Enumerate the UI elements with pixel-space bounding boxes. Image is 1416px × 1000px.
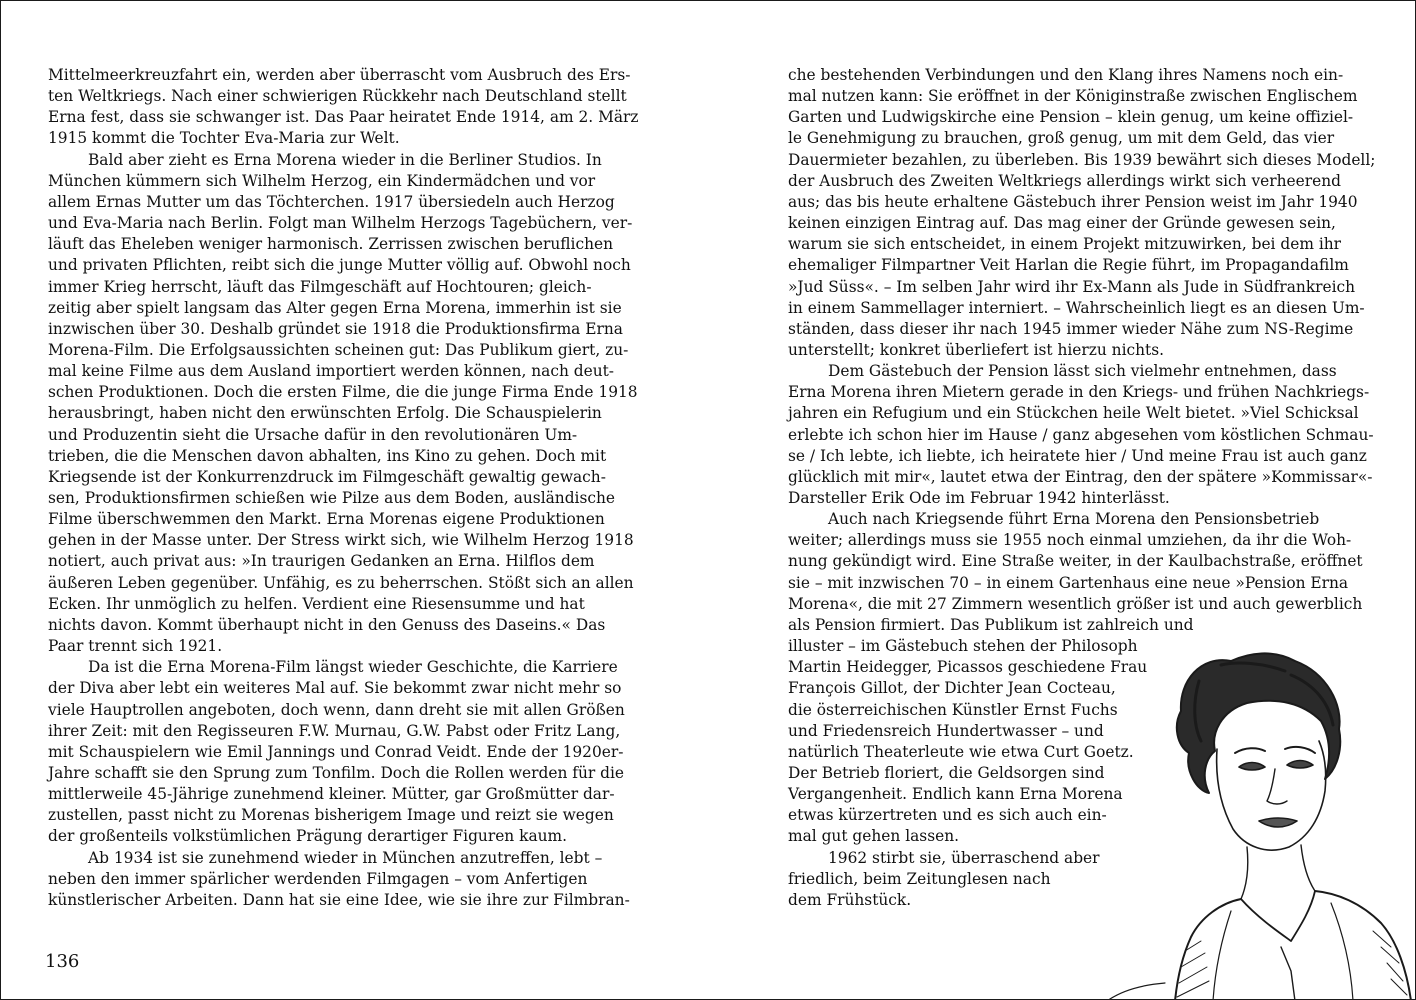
text-line: Dem Gästebuch der Pension lässt sich vielmehr entnehmen, dass (828, 362, 1337, 381)
page-number: 136 (45, 951, 80, 972)
text-line: friedlich, beim Zeitunglesen nach (788, 869, 1051, 888)
text-line: Vergangenheit. Endlich kann Erna Morena (788, 785, 1123, 804)
text-line: inzwischen über 30. Deshalb gründet sie 1918 die Produktionsfirma Erna (48, 319, 623, 338)
text-line: etwas kürzertreten und es sich auch ein- (788, 806, 1107, 825)
text-line: die österreichischen Künstler Ernst Fuchs (788, 700, 1118, 719)
text-line: und privaten Pflichten, reibt sich die junge Mutter völlig auf. Obwohl noch (48, 256, 631, 275)
text-line: Kriegsende ist der Konkurrenzdruck im Filmgeschäft gewaltig gewach- (48, 467, 606, 486)
text-line: trieben, die die Menschen davon abhalten, ins Kino zu gehen. Doch mit (48, 446, 607, 465)
text-line: jahren ein Refugium und ein Stückchen heile Welt bietet. »Viel Schicksal (788, 404, 1359, 423)
text-line: 1962 stirbt sie, überraschend aber (828, 848, 1100, 867)
text-line: Erna Morena ihren Mietern gerade in den Kriegs- und frühen Nachkriegs- (788, 383, 1370, 402)
text-line: sen, Produktionsfirmen schießen wie Pilze aus dem Boden, ausländische (48, 489, 616, 507)
text-line: Martin Heidegger, Picassos geschiedene Frau (788, 658, 1148, 677)
text-line: che bestehenden Verbindungen und den Klang ihres Namens noch ein- (788, 66, 1344, 84)
text-line: dem Frühstück. (788, 890, 912, 909)
text-line: 1915 kommt die Tochter Eva-Maria zur Welt. (48, 129, 400, 148)
text-line: mal keine Filme aus dem Ausland importiert werden können, nach deut- (48, 362, 615, 381)
text-line: herausbringt, haben nicht den erwünschten Erfolg. Die Schauspielerin (48, 404, 602, 423)
text-line: illuster – im Gästebuch stehen der Philosoph (788, 637, 1138, 656)
text-line: natürlich Theaterleute wie etwa Curt Goetz. (788, 742, 1134, 761)
text-line: allem Ernas Mutter um das Töchterchen. 1917 übersiedeln auch Herzog (48, 192, 615, 211)
text-line: läuft das Eheleben weniger harmonisch. Zerrissen zwischen beruflichen (48, 235, 613, 254)
text-line: in einem Sammellager interniert. – Wahrscheinlich liegt es an diesen Um- (788, 298, 1365, 317)
text-line: Erna fest, dass sie schwanger ist. Das Paar heiratet Ende 1914, am 2. März (48, 108, 639, 127)
text-line: Jahre schafft sie den Sprung zum Tonfilm. Doch die Rollen werden für die (48, 763, 625, 782)
text-line: ihrer Zeit: mit den Regisseuren F.W. Murnau, G.W. Pabst oder Fritz Lang, (48, 721, 621, 740)
text-line: notiert, auch privat aus: »In traurigen Gedanken an Erna. Hilflos dem (48, 552, 595, 571)
text-line: viele Hauptrollen angeboten, doch wenn, dann dreht sie mit allen Größen (48, 700, 625, 719)
text-line: ehemaliger Filmpartner Veit Harlan die Regie führt, im Propagandafilm (788, 256, 1349, 275)
text-line: keinen einzigen Eintrag auf. Das mag einer der Gründe gewesen sein, (788, 214, 1336, 233)
text-line: mal nutzen kann: Sie eröffnet in der Königinstraße zwischen Englischem (788, 87, 1358, 106)
text-line: der Ausbruch des Zweiten Weltkriegs allerdings wirkt sich verheerend (788, 171, 1341, 190)
text-line: gehen in der Masse unter. Der Stress wirkt sich, wie Wilhelm Herzog 1918 (48, 531, 634, 550)
text-line: mit Schauspielern wie Emil Jannings und Conrad Veidt. Ende der 1920er- (48, 742, 624, 761)
text-line: Ab 1934 ist sie zunehmend wieder in München anzutreffen, lebt – (88, 848, 603, 867)
text-line: Da ist die Erna Morena-Film längst wieder Geschichte, die Karriere (88, 658, 618, 677)
text-line: Garten und Ludwigskirche eine Pension – klein genug, um keine offiziel- (788, 108, 1354, 127)
text-line: mittlerweile 45-Jährige zunehmend kleiner. Mütter, gar Großmütter dar- (48, 785, 615, 804)
text-line: Ecken. Ihr unmöglich zu helfen. Verdient eine Riesensumme und hat (48, 594, 585, 613)
text-line: als Pension firmiert. Das Publikum ist zahlreich und (788, 615, 1194, 634)
text-line: der Diva aber lebt ein weiteres Mal auf. Sie bekommt zwar nicht mehr so (48, 679, 622, 698)
text-line: sie – mit inzwischen 70 – in einem Gartenhaus eine neue »Pension Erna (788, 573, 1349, 592)
text-line: unterstellt; konkret überliefert ist hierzu nichts. (788, 340, 1165, 359)
portrait-illustration (1081, 641, 1416, 1000)
text-line: weiter; allerdings muss sie 1955 noch einmal umziehen, da ihr die Woh- (788, 531, 1352, 550)
text-line: Bald aber zieht es Erna Morena wieder in die Berliner Studios. In (88, 150, 602, 169)
text-line: künstlerischer Arbeiten. Dann hat sie eine Idee, wie sie ihre zur Filmbran- (48, 890, 630, 909)
text-line: und Produzentin sieht die Ursache dafür in den revolutionären Um- (48, 425, 578, 444)
text-line: und Friedensreich Hundertwasser – und (788, 721, 1104, 740)
text-line: immer Krieg herrscht, läuft das Filmgeschäft auf Hochtouren; gleich- (48, 277, 592, 296)
text-line: zeitig aber spielt langsam das Alter gegen Erna Morena, immerhin ist sie (48, 298, 622, 317)
text-line: Auch nach Kriegsende führt Erna Morena den Pensionsbetrieb (828, 510, 1320, 529)
text-line: aus; das bis heute erhaltene Gästebuch ihrer Pension weist im Jahr 1940 (788, 192, 1358, 211)
text-line: nichts davon. Kommt überhaupt nicht in den Genuss des Daseins.« Das (48, 615, 606, 634)
text-line: München kümmern sich Wilhelm Herzog, ein Kindermädchen und vor (48, 171, 596, 190)
text-line: se / Ich lebte, ich liebte, ich heiratete hier / Und meine Frau ist auch ganz (788, 446, 1367, 465)
text-line: erlebte ich schon hier im Hause / ganz abgesehen vom köstlichen Schmau- (788, 425, 1374, 444)
text-line: der großenteils volkstümlichen Prägung derartiger Figuren kaum. (48, 827, 568, 846)
text-line: neben den immer spärlicher werdenden Filmgagen – vom Anfertigen (48, 869, 588, 888)
text-line: le Genehmigung zu brauchen, groß genug, um mit dem Geld, das vier (788, 129, 1335, 148)
text-line: »Jud Süss«. – Im selben Jahr wird ihr Ex-Mann als Jude in Südfrankreich (788, 277, 1356, 296)
text-line: Morena-Film. Die Erfolgsaussichten scheinen gut: Das Publikum giert, zu- (48, 340, 629, 359)
text-line: nung gekündigt wird. Eine Straße weiter, in der Kaulbachstraße, eröffnet (788, 552, 1363, 571)
text-line: schen Produktionen. Doch die ersten Filme, die die junge Firma Ende 1918 (48, 383, 638, 402)
text-line: Morena«, die mit 27 Zimmern wesentlich größer ist und auch gewerblich (788, 594, 1363, 613)
text-line: glücklich mit mir«, lautet etwa der Eintrag, den der spätere »Kommissar«- (788, 467, 1373, 486)
text-line: Mittelmeerkreuzfahrt ein, werden aber überrascht vom Ausbruch des Ers- (48, 66, 631, 84)
text-line: ten Weltkriegs. Nach einer schwierigen Rückkehr nach Deutschland stellt (48, 87, 627, 106)
text-line: zustellen, passt nicht zu Morenas bisherigem Image und reizt sie wegen (48, 806, 614, 825)
text-line: ständen, dass dieser ihr nach 1945 immer wieder Nähe zum NS-Regime (788, 319, 1354, 338)
text-line: mal gut gehen lassen. (788, 827, 960, 846)
text-line: Dauermieter bezahlen, zu überleben. Bis 1939 bewährt sich dieses Modell; (788, 150, 1376, 169)
text-line: Der Betrieb floriert, die Geldsorgen sind (788, 763, 1105, 782)
text-line: François Gillot, der Dichter Jean Cocteau, (788, 679, 1116, 698)
text-line: und Eva-Maria nach Berlin. Folgt man Wilhelm Herzogs Tagebüchern, ver- (48, 214, 633, 233)
text-line: Darsteller Erik Ode im Februar 1942 hinterlässt. (788, 489, 1170, 507)
text-line: äußeren Leben gegenüber. Unfähig, es zu beherrschen. Stößt sich an allen (48, 573, 634, 592)
text-line: Paar trennt sich 1921. (48, 637, 223, 656)
text-line: warum sie sich entscheidet, in einem Projekt mitzuwirken, bei dem ihr (788, 235, 1342, 254)
text-line: Filme überschwemmen den Markt. Erna Morenas eigene Produktionen (48, 510, 605, 529)
